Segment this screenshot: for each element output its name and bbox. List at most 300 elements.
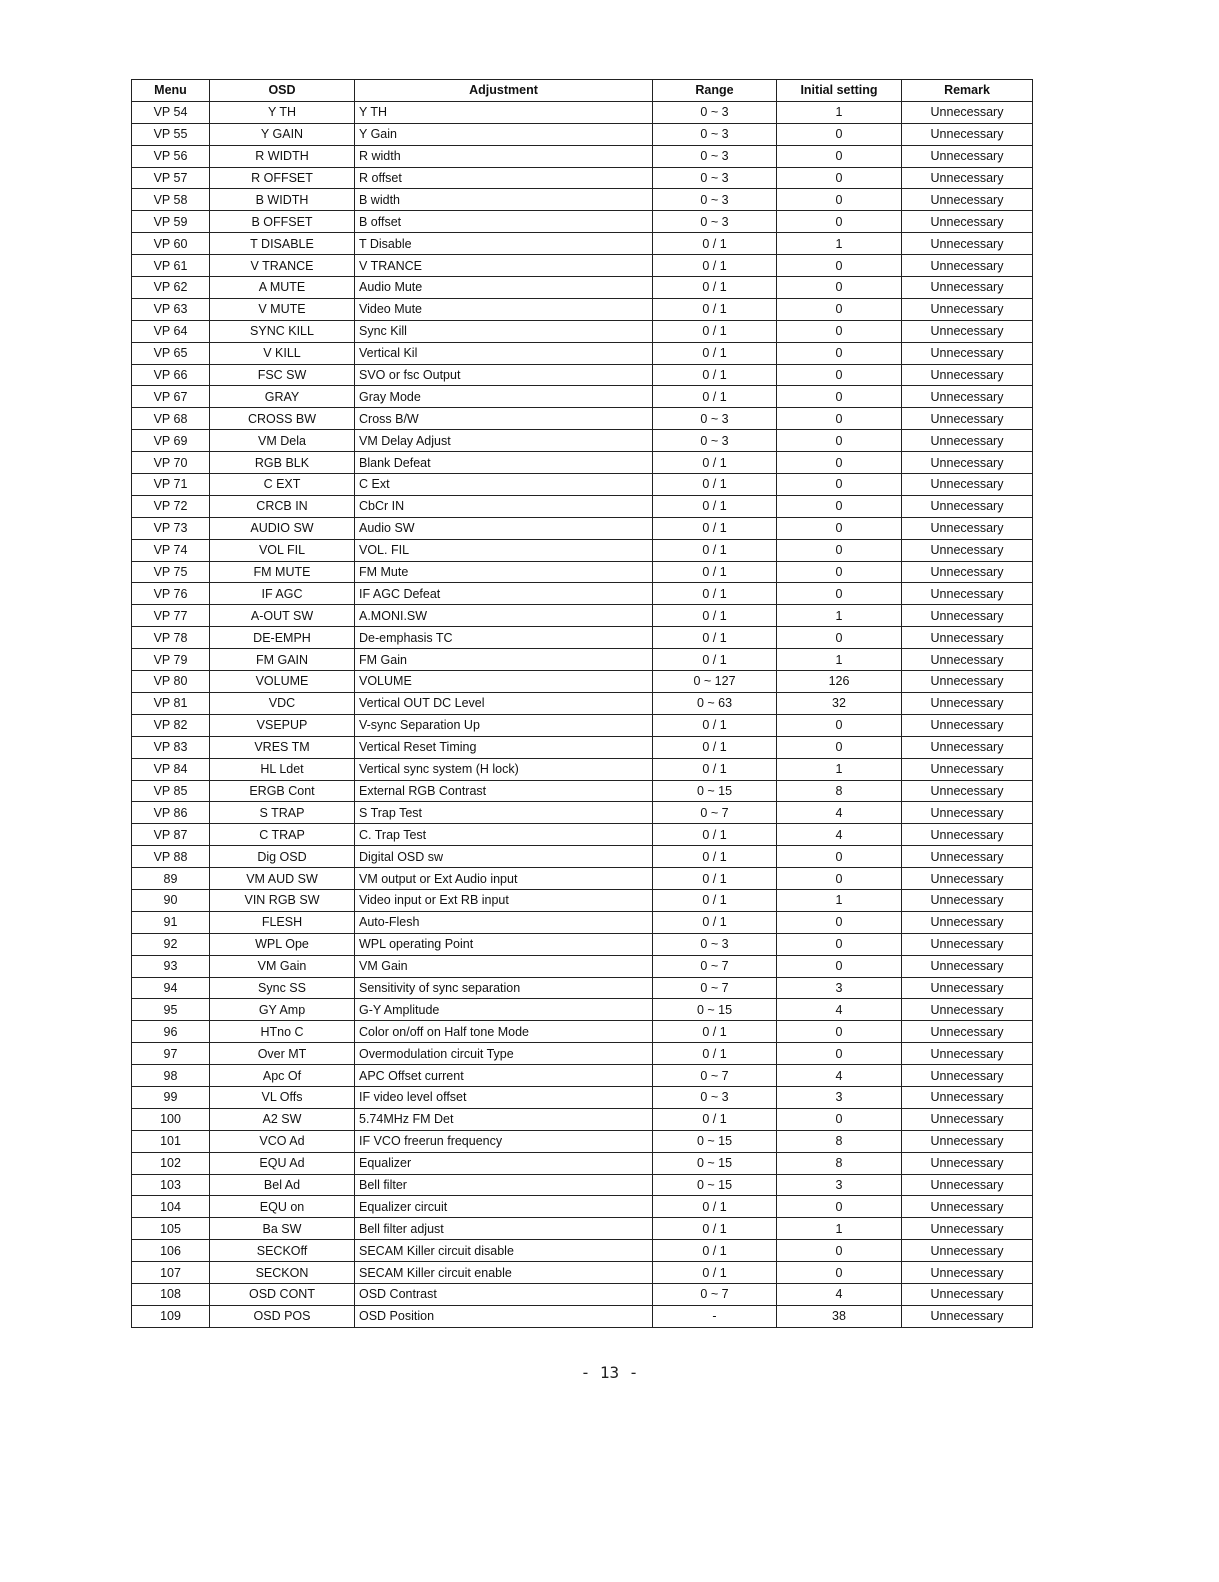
- range-cell: 0 / 1: [653, 649, 777, 671]
- osd-cell: B OFFSET: [210, 211, 355, 233]
- initial-setting-cell: 8: [777, 1152, 902, 1174]
- osd-cell: SECKOff: [210, 1240, 355, 1262]
- initial-setting-cell: 0: [777, 342, 902, 364]
- osd-cell: B WIDTH: [210, 189, 355, 211]
- menu-cell: VP 59: [132, 211, 210, 233]
- table-header-row: [132, 80, 1033, 102]
- remark-cell: Unnecessary: [902, 649, 1033, 671]
- range-cell: 0 ~ 7: [653, 1283, 777, 1305]
- adjustment-cell: 5.74MHz FM Det: [355, 1108, 653, 1130]
- remark-cell: Unnecessary: [902, 999, 1033, 1021]
- osd-cell: VRES TM: [210, 736, 355, 758]
- range-cell: 0 / 1: [653, 1262, 777, 1284]
- initial-setting-cell: 1: [777, 758, 902, 780]
- remark-cell: Unnecessary: [902, 1174, 1033, 1196]
- table-row: [132, 1065, 1033, 1087]
- menu-cell: VP 73: [132, 517, 210, 539]
- table-row: [132, 933, 1033, 955]
- remark-cell: Unnecessary: [902, 145, 1033, 167]
- menu-cell: VP 70: [132, 452, 210, 474]
- osd-cell: V TRANCE: [210, 255, 355, 277]
- remark-cell: Unnecessary: [902, 539, 1033, 561]
- menu-cell: VP 75: [132, 561, 210, 583]
- table-row: [132, 583, 1033, 605]
- range-cell: 0 ~ 7: [653, 955, 777, 977]
- range-cell: 0 ~ 63: [653, 692, 777, 714]
- table-row: [132, 539, 1033, 561]
- remark-cell: Unnecessary: [902, 474, 1033, 496]
- adjustment-cell: V-sync Separation Up: [355, 714, 653, 736]
- range-cell: 0 ~ 3: [653, 167, 777, 189]
- range-cell: 0 / 1: [653, 452, 777, 474]
- table-body: [132, 101, 1033, 1327]
- remark-cell: Unnecessary: [902, 561, 1033, 583]
- remark-cell: Unnecessary: [902, 1130, 1033, 1152]
- osd-cell: T DISABLE: [210, 233, 355, 255]
- adjustment-cell: S Trap Test: [355, 802, 653, 824]
- remark-cell: Unnecessary: [902, 452, 1033, 474]
- table-row: [132, 233, 1033, 255]
- adjustment-cell: SVO or fsc Output: [355, 364, 653, 386]
- menu-cell: VP 60: [132, 233, 210, 255]
- menu-cell: VP 66: [132, 364, 210, 386]
- remark-cell: Unnecessary: [902, 889, 1033, 911]
- menu-cell: VP 67: [132, 386, 210, 408]
- osd-cell: FM GAIN: [210, 649, 355, 671]
- adjustment-cell: CbCr IN: [355, 495, 653, 517]
- remark-cell: Unnecessary: [902, 1021, 1033, 1043]
- range-cell: 0 / 1: [653, 517, 777, 539]
- initial-setting-cell: 0: [777, 561, 902, 583]
- remark-cell: Unnecessary: [902, 277, 1033, 299]
- adjustment-cell: Digital OSD sw: [355, 846, 653, 868]
- initial-setting-cell: 0: [777, 145, 902, 167]
- osd-cell: EQU on: [210, 1196, 355, 1218]
- adjustment-cell: C Ext: [355, 474, 653, 496]
- remark-cell: Unnecessary: [902, 1086, 1033, 1108]
- remark-cell: Unnecessary: [902, 167, 1033, 189]
- range-cell: 0 ~ 3: [653, 1086, 777, 1108]
- table-row: [132, 1240, 1033, 1262]
- range-cell: 0 ~ 15: [653, 999, 777, 1021]
- initial-setting-cell: 0: [777, 123, 902, 145]
- table-row: [132, 1196, 1033, 1218]
- osd-cell: R OFFSET: [210, 167, 355, 189]
- adjustment-cell: Vertical Kil: [355, 342, 653, 364]
- initial-setting-cell: 38: [777, 1305, 902, 1327]
- osd-cell: VOL FIL: [210, 539, 355, 561]
- range-cell: 0 / 1: [653, 495, 777, 517]
- table-row: [132, 561, 1033, 583]
- adjustment-cell: Y Gain: [355, 123, 653, 145]
- initial-setting-cell: 0: [777, 408, 902, 430]
- column-header-remark: Remark: [902, 80, 1033, 102]
- table-row: [132, 189, 1033, 211]
- menu-cell: 102: [132, 1152, 210, 1174]
- adjustment-cell: Cross B/W: [355, 408, 653, 430]
- table-row: [132, 408, 1033, 430]
- initial-setting-cell: 0: [777, 298, 902, 320]
- remark-cell: Unnecessary: [902, 955, 1033, 977]
- menu-cell: 107: [132, 1262, 210, 1284]
- remark-cell: Unnecessary: [902, 430, 1033, 452]
- osd-cell: HTno C: [210, 1021, 355, 1043]
- osd-cell: VL Offs: [210, 1086, 355, 1108]
- remark-cell: Unnecessary: [902, 1108, 1033, 1130]
- remark-cell: Unnecessary: [902, 189, 1033, 211]
- osd-cell: VIN RGB SW: [210, 889, 355, 911]
- remark-cell: Unnecessary: [902, 1240, 1033, 1262]
- range-cell: 0 ~ 3: [653, 430, 777, 452]
- remark-cell: Unnecessary: [902, 495, 1033, 517]
- remark-cell: Unnecessary: [902, 802, 1033, 824]
- initial-setting-cell: 0: [777, 1262, 902, 1284]
- remark-cell: Unnecessary: [902, 1196, 1033, 1218]
- range-cell: 0 / 1: [653, 561, 777, 583]
- adjustment-cell: WPL operating Point: [355, 933, 653, 955]
- remark-cell: Unnecessary: [902, 671, 1033, 693]
- menu-cell: 96: [132, 1021, 210, 1043]
- remark-cell: Unnecessary: [902, 977, 1033, 999]
- menu-cell: 99: [132, 1086, 210, 1108]
- adjustment-table: [131, 79, 1033, 1328]
- adjustment-cell: Audio Mute: [355, 277, 653, 299]
- initial-setting-cell: 0: [777, 430, 902, 452]
- adjustment-cell: Audio SW: [355, 517, 653, 539]
- table-row: [132, 517, 1033, 539]
- table-row: [132, 889, 1033, 911]
- adjustment-cell: External RGB Contrast: [355, 780, 653, 802]
- osd-cell: FLESH: [210, 911, 355, 933]
- menu-cell: VP 65: [132, 342, 210, 364]
- menu-cell: VP 56: [132, 145, 210, 167]
- osd-cell: FSC SW: [210, 364, 355, 386]
- adjustment-cell: IF video level offset: [355, 1086, 653, 1108]
- remark-cell: Unnecessary: [902, 1262, 1033, 1284]
- table-row: [132, 1174, 1033, 1196]
- osd-cell: CROSS BW: [210, 408, 355, 430]
- initial-setting-cell: 0: [777, 736, 902, 758]
- table-row: [132, 1305, 1033, 1327]
- initial-setting-cell: 1: [777, 1218, 902, 1240]
- menu-cell: 94: [132, 977, 210, 999]
- table-row: [132, 123, 1033, 145]
- range-cell: 0 / 1: [653, 824, 777, 846]
- osd-cell: VSEPUP: [210, 714, 355, 736]
- range-cell: 0 ~ 7: [653, 1065, 777, 1087]
- table-row: [132, 342, 1033, 364]
- initial-setting-cell: 4: [777, 1283, 902, 1305]
- initial-setting-cell: 0: [777, 255, 902, 277]
- adjustment-cell: C. Trap Test: [355, 824, 653, 846]
- initial-setting-cell: 0: [777, 627, 902, 649]
- osd-cell: R WIDTH: [210, 145, 355, 167]
- menu-cell: 103: [132, 1174, 210, 1196]
- range-cell: 0 / 1: [653, 364, 777, 386]
- initial-setting-cell: 4: [777, 802, 902, 824]
- osd-cell: OSD CONT: [210, 1283, 355, 1305]
- initial-setting-cell: 0: [777, 955, 902, 977]
- range-cell: 0 / 1: [653, 342, 777, 364]
- table-row: [132, 1130, 1033, 1152]
- osd-cell: Dig OSD: [210, 846, 355, 868]
- menu-cell: 109: [132, 1305, 210, 1327]
- column-header-initial-setting: Initial setting: [777, 80, 902, 102]
- remark-cell: Unnecessary: [902, 583, 1033, 605]
- initial-setting-cell: 0: [777, 189, 902, 211]
- initial-setting-cell: 8: [777, 780, 902, 802]
- menu-cell: VP 72: [132, 495, 210, 517]
- osd-cell: CRCB IN: [210, 495, 355, 517]
- osd-cell: S TRAP: [210, 802, 355, 824]
- range-cell: 0 / 1: [653, 605, 777, 627]
- adjustment-cell: OSD Position: [355, 1305, 653, 1327]
- adjustment-cell: Sensitivity of sync separation: [355, 977, 653, 999]
- menu-cell: VP 81: [132, 692, 210, 714]
- menu-cell: VP 69: [132, 430, 210, 452]
- table-row: [132, 364, 1033, 386]
- initial-setting-cell: 0: [777, 386, 902, 408]
- osd-cell: VCO Ad: [210, 1130, 355, 1152]
- table-row: [132, 692, 1033, 714]
- osd-cell: C TRAP: [210, 824, 355, 846]
- remark-cell: Unnecessary: [902, 320, 1033, 342]
- adjustment-cell: APC Offset current: [355, 1065, 653, 1087]
- remark-cell: Unnecessary: [902, 517, 1033, 539]
- osd-cell: DE-EMPH: [210, 627, 355, 649]
- osd-cell: Y GAIN: [210, 123, 355, 145]
- range-cell: 0 ~ 3: [653, 189, 777, 211]
- initial-setting-cell: 3: [777, 1174, 902, 1196]
- range-cell: 0 ~ 15: [653, 780, 777, 802]
- table-row: [132, 911, 1033, 933]
- initial-setting-cell: 32: [777, 692, 902, 714]
- adjustment-cell: OSD Contrast: [355, 1283, 653, 1305]
- range-cell: 0 ~ 15: [653, 1152, 777, 1174]
- adjustment-cell: Y TH: [355, 101, 653, 123]
- table-row: [132, 211, 1033, 233]
- adjustment-cell: R width: [355, 145, 653, 167]
- adjustment-cell: Gray Mode: [355, 386, 653, 408]
- menu-cell: VP 74: [132, 539, 210, 561]
- initial-setting-cell: 0: [777, 933, 902, 955]
- initial-setting-cell: 1: [777, 889, 902, 911]
- table-row: [132, 101, 1033, 123]
- remark-cell: Unnecessary: [902, 233, 1033, 255]
- range-cell: 0 / 1: [653, 386, 777, 408]
- remark-cell: Unnecessary: [902, 408, 1033, 430]
- osd-cell: VDC: [210, 692, 355, 714]
- table-row: [132, 1262, 1033, 1284]
- initial-setting-cell: 1: [777, 233, 902, 255]
- table-row: [132, 714, 1033, 736]
- table-row: [132, 868, 1033, 890]
- table-row: [132, 736, 1033, 758]
- osd-cell: WPL Ope: [210, 933, 355, 955]
- remark-cell: Unnecessary: [902, 1305, 1033, 1327]
- initial-setting-cell: 0: [777, 495, 902, 517]
- menu-cell: 89: [132, 868, 210, 890]
- osd-cell: GRAY: [210, 386, 355, 408]
- adjustment-cell: Overmodulation circuit Type: [355, 1043, 653, 1065]
- osd-cell: ERGB Cont: [210, 780, 355, 802]
- adjustment-cell: SECAM Killer circuit enable: [355, 1262, 653, 1284]
- menu-cell: 90: [132, 889, 210, 911]
- osd-cell: Ba SW: [210, 1218, 355, 1240]
- table-row: [132, 255, 1033, 277]
- table-row: [132, 1152, 1033, 1174]
- range-cell: 0 / 1: [653, 1218, 777, 1240]
- range-cell: 0 ~ 3: [653, 211, 777, 233]
- remark-cell: Unnecessary: [902, 211, 1033, 233]
- remark-cell: Unnecessary: [902, 386, 1033, 408]
- adjustment-cell: Color on/off on Half tone Mode: [355, 1021, 653, 1043]
- menu-cell: VP 63: [132, 298, 210, 320]
- remark-cell: Unnecessary: [902, 1283, 1033, 1305]
- table-row: [132, 605, 1033, 627]
- table-row: [132, 298, 1033, 320]
- table-row: [132, 955, 1033, 977]
- adjustment-cell: VM output or Ext Audio input: [355, 868, 653, 890]
- range-cell: 0 ~ 7: [653, 802, 777, 824]
- initial-setting-cell: 0: [777, 211, 902, 233]
- table-row: [132, 1108, 1033, 1130]
- adjustment-cell: SECAM Killer circuit disable: [355, 1240, 653, 1262]
- osd-cell: Over MT: [210, 1043, 355, 1065]
- range-cell: 0 / 1: [653, 758, 777, 780]
- menu-cell: VP 71: [132, 474, 210, 496]
- table-row: [132, 1283, 1033, 1305]
- table-row: [132, 167, 1033, 189]
- range-cell: 0 / 1: [653, 277, 777, 299]
- menu-cell: VP 80: [132, 671, 210, 693]
- menu-cell: VP 78: [132, 627, 210, 649]
- menu-cell: VP 88: [132, 846, 210, 868]
- adjustment-cell: Vertical sync system (H lock): [355, 758, 653, 780]
- osd-cell: VOLUME: [210, 671, 355, 693]
- osd-cell: EQU Ad: [210, 1152, 355, 1174]
- range-cell: 0 ~ 3: [653, 123, 777, 145]
- range-cell: 0 ~ 3: [653, 408, 777, 430]
- remark-cell: Unnecessary: [902, 824, 1033, 846]
- initial-setting-cell: 0: [777, 714, 902, 736]
- osd-cell: V MUTE: [210, 298, 355, 320]
- range-cell: 0 / 1: [653, 298, 777, 320]
- range-cell: 0 / 1: [653, 714, 777, 736]
- table-row: [132, 999, 1033, 1021]
- osd-cell: OSD POS: [210, 1305, 355, 1327]
- adjustment-cell: Vertical OUT DC Level: [355, 692, 653, 714]
- adjustment-cell: Auto-Flesh: [355, 911, 653, 933]
- range-cell: -: [653, 1305, 777, 1327]
- range-cell: 0 / 1: [653, 1108, 777, 1130]
- table-row: [132, 627, 1033, 649]
- table-row: [132, 649, 1033, 671]
- remark-cell: Unnecessary: [902, 714, 1033, 736]
- table-row: [132, 780, 1033, 802]
- range-cell: 0 / 1: [653, 1043, 777, 1065]
- osd-cell: A2 SW: [210, 1108, 355, 1130]
- osd-cell: V KILL: [210, 342, 355, 364]
- adjustment-cell: T Disable: [355, 233, 653, 255]
- initial-setting-cell: 0: [777, 320, 902, 342]
- menu-cell: VP 54: [132, 101, 210, 123]
- adjustment-cell: Equalizer: [355, 1152, 653, 1174]
- initial-setting-cell: 0: [777, 1043, 902, 1065]
- remark-cell: Unnecessary: [902, 101, 1033, 123]
- table-row: [132, 495, 1033, 517]
- menu-cell: VP 64: [132, 320, 210, 342]
- menu-cell: 91: [132, 911, 210, 933]
- menu-cell: 98: [132, 1065, 210, 1087]
- menu-cell: 108: [132, 1283, 210, 1305]
- table-row: [132, 1086, 1033, 1108]
- initial-setting-cell: 0: [777, 364, 902, 386]
- initial-setting-cell: 0: [777, 539, 902, 561]
- initial-setting-cell: 1: [777, 649, 902, 671]
- menu-cell: 105: [132, 1218, 210, 1240]
- osd-cell: AUDIO SW: [210, 517, 355, 539]
- range-cell: 0 / 1: [653, 320, 777, 342]
- initial-setting-cell: 0: [777, 846, 902, 868]
- menu-cell: VP 83: [132, 736, 210, 758]
- menu-cell: VP 76: [132, 583, 210, 605]
- page-number: - 13 -: [580, 1363, 639, 1382]
- remark-cell: Unnecessary: [902, 911, 1033, 933]
- adjustment-cell: B offset: [355, 211, 653, 233]
- menu-cell: VP 62: [132, 277, 210, 299]
- adjustment-cell: Vertical Reset Timing: [355, 736, 653, 758]
- menu-cell: VP 61: [132, 255, 210, 277]
- osd-cell: Bel Ad: [210, 1174, 355, 1196]
- osd-cell: A MUTE: [210, 277, 355, 299]
- menu-cell: VP 57: [132, 167, 210, 189]
- initial-setting-cell: 0: [777, 1240, 902, 1262]
- table-row: [132, 430, 1033, 452]
- range-cell: 0 / 1: [653, 736, 777, 758]
- table-row: [132, 824, 1033, 846]
- initial-setting-cell: 0: [777, 1196, 902, 1218]
- adjustment-cell: G-Y Amplitude: [355, 999, 653, 1021]
- menu-cell: VP 84: [132, 758, 210, 780]
- range-cell: 0 / 1: [653, 233, 777, 255]
- menu-cell: VP 85: [132, 780, 210, 802]
- menu-cell: VP 55: [132, 123, 210, 145]
- initial-setting-cell: 0: [777, 167, 902, 189]
- osd-cell: C EXT: [210, 474, 355, 496]
- remark-cell: Unnecessary: [902, 255, 1033, 277]
- initial-setting-cell: 0: [777, 1021, 902, 1043]
- menu-cell: 97: [132, 1043, 210, 1065]
- remark-cell: Unnecessary: [902, 692, 1033, 714]
- table-row: [132, 452, 1033, 474]
- osd-cell: A-OUT SW: [210, 605, 355, 627]
- remark-cell: Unnecessary: [902, 1152, 1033, 1174]
- table-row: [132, 758, 1033, 780]
- table-row: [132, 474, 1033, 496]
- adjustment-cell: De-emphasis TC: [355, 627, 653, 649]
- adjustment-cell: FM Gain: [355, 649, 653, 671]
- menu-cell: 104: [132, 1196, 210, 1218]
- adjustment-cell: Equalizer circuit: [355, 1196, 653, 1218]
- adjustment-cell: V TRANCE: [355, 255, 653, 277]
- adjustment-cell: IF VCO freerun frequency: [355, 1130, 653, 1152]
- initial-setting-cell: 0: [777, 1108, 902, 1130]
- range-cell: 0 ~ 15: [653, 1174, 777, 1196]
- range-cell: 0 / 1: [653, 1021, 777, 1043]
- table-row: [132, 1043, 1033, 1065]
- table-row: [132, 277, 1033, 299]
